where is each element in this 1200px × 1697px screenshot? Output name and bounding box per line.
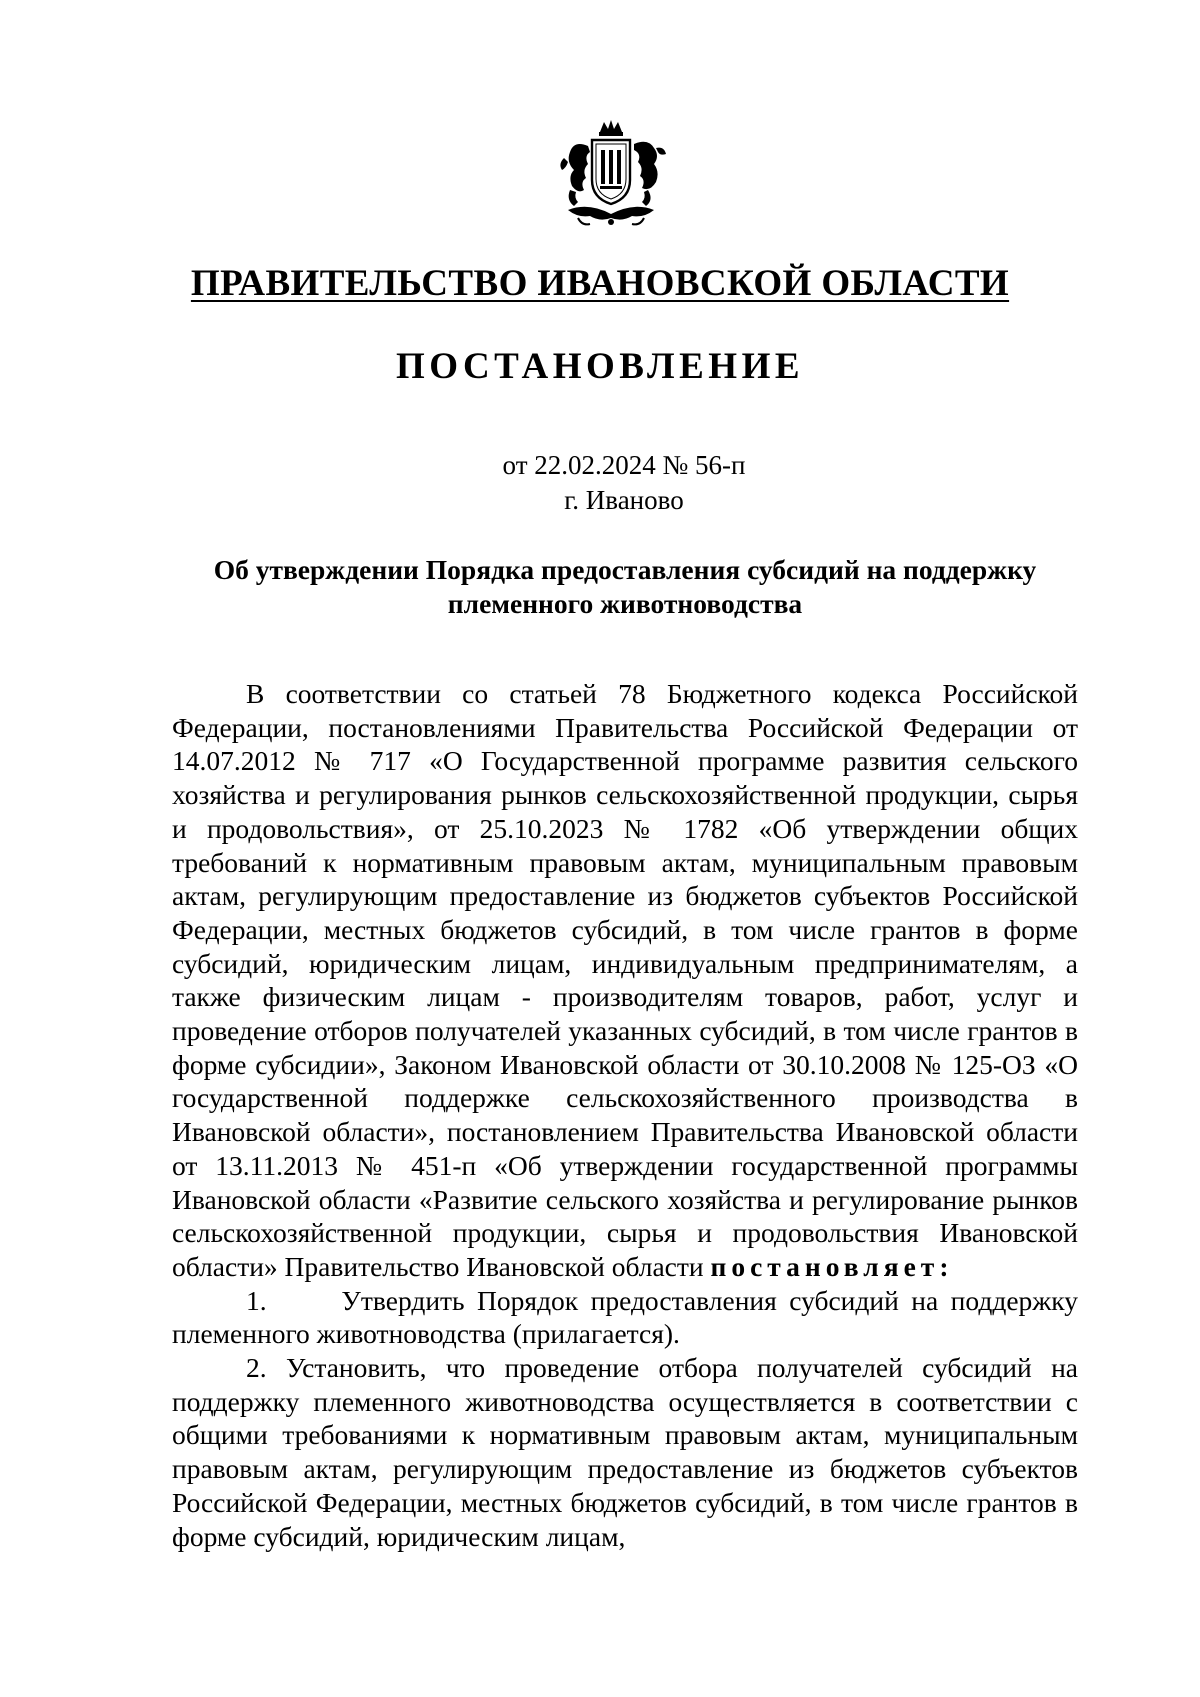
preamble-text: В соответствии со статьей 78 Бюджетного кодекса Российской Федерации, постановлениями Правительства Российской Федерации от 14.07.2012 № 717 «О Государственной программе развития сельского хозяйства и регулирования рынков сельскохозяйственной продукции, сырья и продовольствия», от 25.10.2023 № 1782 «Об утверждении общих требований к нормативным правовым актам, муниципальным правовым актам, регулирующим предоставление из бюджетов субъектов Российской Федерации, местных бюджетов субсидий, в том числе грантов в форме субсидий, юридическим лицам, индивидуальным предпринимателям, а также физическим лицам - производителям товаров, работ, услуг и проведение отборов получателей указанных субсидий, в том числе грантов в форме субсидии», Законом Ивановской области от 30.10.2008 № 125-ОЗ «О государственной поддержке сельскохозяйственного производства в Ивановской области», постановлением Правительства Ивановской области от 13.11.2013 № 451-п «Об утверждении государственной программы Ивановской области «Развитие сельского хозяйства и регулирование рынков сельскохозяйственной продукции, сырья и продовольствия Ивановской области» Правительство Ивановской области bbox=[172, 678, 1078, 1282]
document-date-number: от 22.02.2024 № 56-п bbox=[502, 450, 746, 480]
organization-title: ПРАВИТЕЛЬСТВО ИВАНОВСКОЙ ОБЛАСТИ bbox=[190, 263, 1010, 304]
document-type: ПОСТАНОВЛЕНИЕ bbox=[395, 346, 805, 387]
preamble-paragraph bbox=[172, 677, 1078, 1284]
document-subject: Об утверждении Порядка предоставления субсидий на поддержку племенного животноводства bbox=[213, 554, 1037, 619]
item-1-paragraph: 1. Утвердить Порядок предоставления субсидий на поддержку племенного животноводства (прилагается). bbox=[172, 1284, 1085, 1350]
decree-word: постановляет: bbox=[710, 1250, 954, 1282]
document-body bbox=[172, 677, 1085, 1553]
coat-of-arms-icon bbox=[548, 118, 674, 230]
item-2-paragraph: 2. Установить, что проведение отбора получателей субсидий на поддержку племенного животноводства осуществляется в соответствии с общими требованиями к нормативным правовым актам, муниципальным правовым актам, регулирующим предоставление из бюджетов субъектов Российской Федерации, местных бюджетов субсидий, в том числе грантов в форме субсидий, юридическим лицам, bbox=[172, 1352, 1078, 1552]
document-city: г. Иваново bbox=[564, 485, 684, 515]
